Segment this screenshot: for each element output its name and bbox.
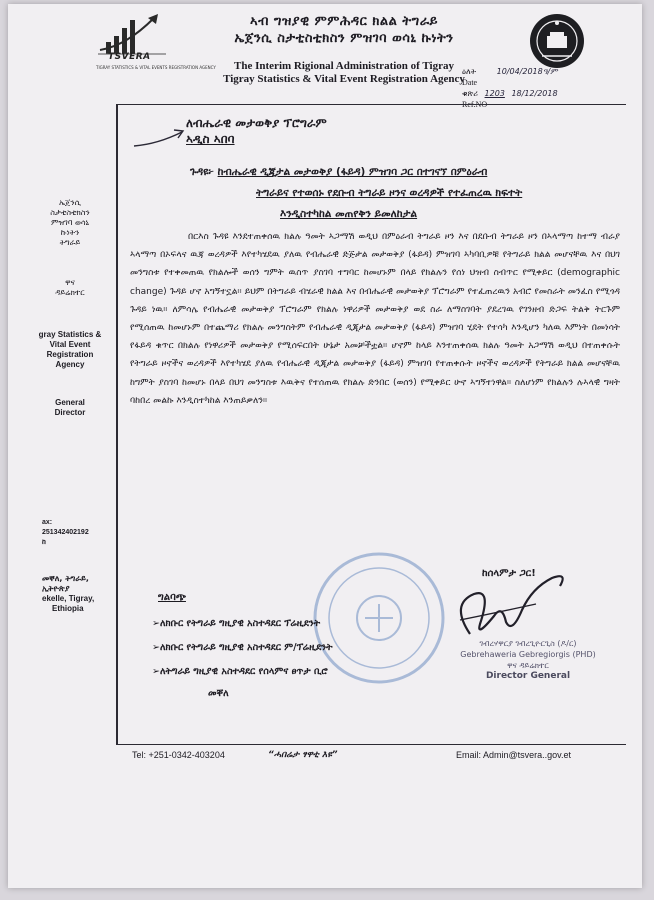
government-seal-icon xyxy=(528,12,586,70)
sidebar-divider xyxy=(116,104,118,744)
cc-title: ግልባጭ xyxy=(158,592,186,603)
signer-block xyxy=(438,638,618,682)
logo-brand: TSVERA xyxy=(108,52,151,62)
cc-item: ➢ለክቡር የትግራይ ግዚያዊ አስተዳደር ም/ፕሬዚደንት xyxy=(152,642,333,653)
sidebar-am-title-line: ዋና xyxy=(65,278,75,287)
date-value: 10/04/2018ዓ/ም xyxy=(496,67,558,76)
sidebar-am-line: ኩነትን xyxy=(60,228,80,237)
fax-label: ax: xyxy=(42,519,53,526)
letterhead-amharic-line1: ኣብ ግዝያዊ ምምሕዳር ክልል ትግራይ xyxy=(249,14,439,29)
letterhead-english-line2: Tigray Statistics & Vital Event Registration Agency xyxy=(223,73,465,85)
tsvera-logo xyxy=(96,12,216,72)
letter-sheet xyxy=(8,4,642,888)
sidebar-en-title-line: Director xyxy=(54,408,86,417)
cc-item: ➢ለክቡር የትግራይ ግዚያዊ አስተዳደር ፕሬዚደንት xyxy=(152,618,321,629)
date-label-am: ዕለት xyxy=(462,67,477,76)
subject-line2: ትግራይና የተወሰኑ የደቡብ ትግራይ ዞንና ወረዳዎች የተፈጠረዉ ክፍተት xyxy=(256,187,523,199)
address-en: ekelle, Tigray, xyxy=(42,594,95,603)
address-am2: ኢትዮጵያ xyxy=(42,584,70,593)
ref-value: 1203 xyxy=(484,89,505,98)
signer-title-en: Director General xyxy=(485,671,571,681)
fax-suffix: ከ xyxy=(42,539,46,546)
sidebar-title-am xyxy=(24,278,116,298)
sidebar-am-line: ስታቲስቲክስን xyxy=(50,208,90,217)
subject-label: ጉዳዩ፦ xyxy=(190,166,214,178)
sidebar-en-line: Vital Event xyxy=(49,340,91,349)
letterhead-amharic-line2: ኤጀንሲ ስታቲስቲክስን ምዝገባ ወሳኒ ኩነትን xyxy=(234,31,454,46)
bar-chart-logo-icon xyxy=(96,12,182,56)
signer-name-en: Gebrehaweria Gebregiorgis (PHD) xyxy=(460,650,596,659)
sidebar-agency-am xyxy=(24,198,116,248)
arrow-icon xyxy=(132,126,188,150)
sidebar-am-line: ኤጀንሲ xyxy=(58,198,81,207)
date-label-en: Date xyxy=(462,78,478,87)
subject-line3: እንዲስተካከል መጠየቅን ይመለከታል xyxy=(280,208,418,220)
letter-body xyxy=(130,228,620,410)
footer-motto: “ሓበሬታ ፃዋቲ እዩ” xyxy=(268,750,338,760)
closing-salutation: ከሰላምታ ጋር! xyxy=(482,568,536,579)
letterhead xyxy=(194,14,494,85)
sidebar-en-title-line: General xyxy=(55,398,85,407)
addressee-line2: ኣዲስ ኣበባ xyxy=(186,132,235,146)
footer-email: Email: Admin@tsvera..gov.et xyxy=(456,750,572,760)
letter-body-text: በርእስ ጉዳዩ እንደተጠቀሰዉ ክልሉ ዓመት ኣጋማሽ ወዲህ በምዕራብ ትግራይ ዞን እና በደቡብ ትግራይ ዞን በኣላማጣ ከተማ ብራያ ኣላማጣ በኦፍላና ዉጃ ወረዳዎች እየተካሄደዉ ያለዉ የብሔራዊ ድጅታል መታወቅያ (ፋይዳ) ምዝገባ ኣካባቢዎቹ የትግራይ ክልል መሆናቸዉ እና በህገ መንግስቱ የተቀመጠዉ የክልሎች ወሰን ግምት ዉስጥ ያስገባ ተግባር ከመሆኑም በላይ የክልሉን የሰነ ህዝብ ስብጥር የሚቀይር (demographic change) ጉዳይ ሆኖ አግኝተኗል። ይህም በትግራይ ብሄራዊ ክልል እና በብሔራዊ መታወቅያ ፕሮግራም የተፈጠረዉን አብሮ የመስራት መንፈስ የሚጎዳ ጉዳይ ነዉ። ለምሳሌ የብሔራዊ መታወቅያ ፕሮግራም የክልሉ ነዋሪዎች መታወቅያ ወደ ስራ ለማስገባት ያደረገዉ የገንዘብ ድጋፍ ትልቅ ትርጉም የሚሰጠዉ ከመሆኑም በተጨማሪ የክልሉ መንግስትም የብሔራዊ ዲጂታል መታወቅያ (ፋይዳ) ምዝገባ ሂደት የተሳካ እንዲሆን ካለዉ እምነት በመነሳት የፋይዳ ቁጥር በክልሉ የነዋሪዎች መታወቅያ የሚሰፍርበት ሁኔታ አመቻችቷል። ሆኖም ከላይ እንተጠቀሰዉ ክልሉ ዓመት አጋማሽ ወዲህ በተጠቀሱት የትግራይ ዞኖችና ወረዳዎች እየተካሄደ ያለዉ የብሔራዊ ዲጂታል መታወቅያ (ፋይዳ) ምዝገባ የተጠቀሱት ዞኖችና ወረዳዎች የትግራይ ክልል መሆናቸዉ ከግምት ያስገባ ከመሆኑ በላይ በህገ መንግስቱ እዉቅና የተሰጠዉ የክልሉ ድንበር (ወሰን) የሚቀይር ሁኖ ኣግኝተነዋል። ስለሆነም የክልሉን ሉኣላዊ ግዛት ባከበረ መልኩ እንዲስተካከል እንጠይቃለን። xyxy=(130,232,620,406)
address-en2: Ethiopia xyxy=(52,604,84,613)
subject-block xyxy=(130,162,620,225)
top-divider xyxy=(116,104,626,105)
cc-item-continuation: መቐለ xyxy=(208,688,229,699)
addressee-line1: ለብሔራዊ መታወቅያ ፕሮግራም xyxy=(186,116,327,130)
subject-line1: ከብሔራዊ ዲጂታል መታወቅያ (ፋይዳ) ምዝገባ ጋር በተገናኘ በምዕራብ xyxy=(217,166,488,178)
official-stamp-icon xyxy=(310,549,448,687)
ref-date: 18/12/2018 xyxy=(511,89,558,98)
letterhead-english-line1: The Interim Rigional Administration of Tigray xyxy=(234,60,454,72)
sidebar-agency-en xyxy=(24,330,116,370)
sidebar-en-line: gray Statistics & xyxy=(38,330,102,339)
address-am: መቐለ, ትግራይ, xyxy=(42,574,89,583)
logo-tagline: TIGRAY STATISTICS & VITAL EVENTS REGISTRATION AGENCY xyxy=(96,65,216,70)
sidebar-title-en xyxy=(24,398,116,418)
sidebar-am-line: ትግራይ xyxy=(59,238,81,247)
cc-item: ➢ለትግራይ ግዚያዊ አስተዳደር የሰላምና ፀጥታ ቢሮ xyxy=(152,666,328,677)
ref-label-am: ቁጽሪ xyxy=(462,89,478,98)
sidebar-am-line: ምዝገባ ወሳኒ xyxy=(50,218,90,227)
signer-name-am: ገብረሃዋርያ ገብረጊዮርጊስ (ዶ/ር) xyxy=(479,639,577,648)
sidebar-en-line: Agency xyxy=(55,360,85,369)
sidebar-am-title-line: ዳይሬክተር xyxy=(55,288,85,297)
fax-number: 251342402192 xyxy=(42,529,89,536)
footer-phone: Tel: +251-0342-403204 xyxy=(132,750,225,760)
bottom-divider xyxy=(116,744,626,745)
signer-title-am: ዋና ዳይሬክተር xyxy=(507,661,549,670)
sidebar-address xyxy=(42,574,134,614)
sidebar-en-line: Registration xyxy=(46,350,94,359)
sidebar-fax xyxy=(42,518,134,548)
